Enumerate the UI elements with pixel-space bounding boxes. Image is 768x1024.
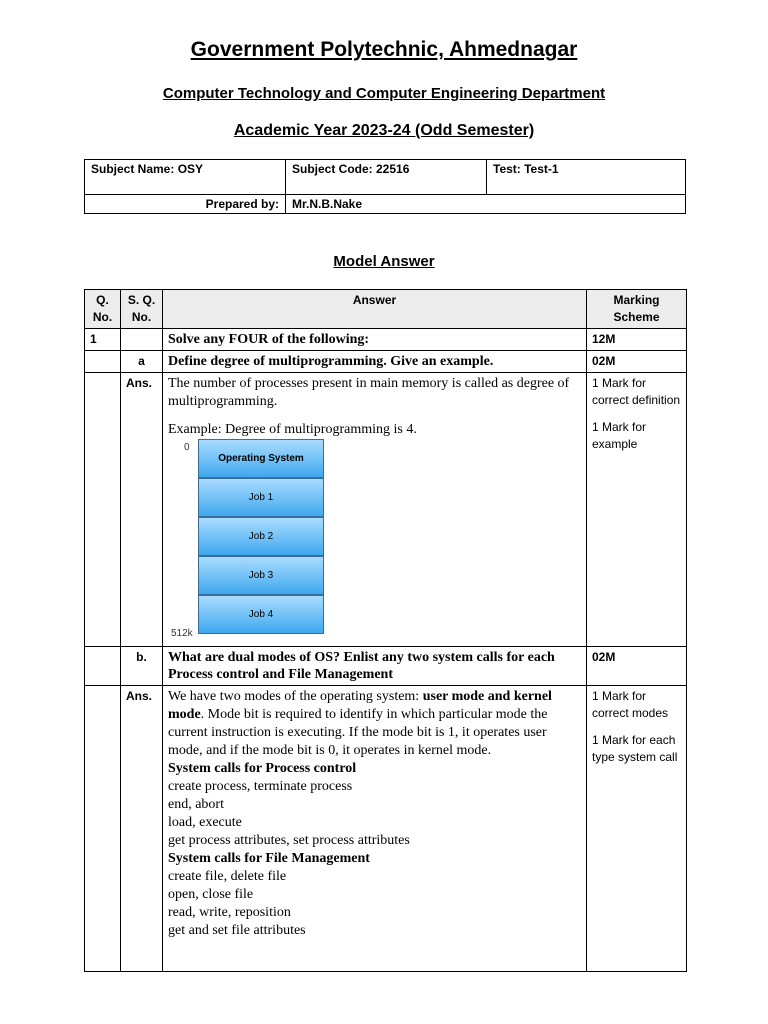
- sub-question-text: Define degree of multiprogramming. Give an example.: [163, 351, 587, 373]
- question-marks: 12M: [587, 329, 687, 351]
- table-header-row: [85, 290, 687, 329]
- table-row: [85, 329, 687, 351]
- header-answer: Answer: [163, 290, 587, 329]
- block-job-4: Job 4: [198, 595, 324, 634]
- answer-example: Example: Degree of multiprogramming is 4.: [168, 422, 417, 437]
- list-item: create process, terminate process: [168, 779, 353, 794]
- list-item: get and set file attributes: [168, 923, 306, 938]
- prepared-by-label: Prepared by:: [85, 195, 286, 214]
- table-row: [85, 647, 687, 686]
- subject-name: Subject Name: OSY: [85, 160, 286, 195]
- dual-mode-explanation: We have two modes of the operating system: user mode and kernel mode. Mode bit is required to identify in which particular mode the current instruction is executing. If the mode bit is 1, it operates user mode, and if the mode bit is 0, it operates in kernel mode.: [168, 689, 552, 758]
- answer-cell: [163, 686, 587, 972]
- question-number: 1: [85, 329, 121, 351]
- sub-question-marks: 02M: [587, 351, 687, 373]
- file-management-heading: System calls for File Management: [168, 851, 370, 866]
- answer-label: Ans.: [121, 686, 163, 972]
- list-item: read, write, reposition: [168, 905, 291, 920]
- sub-question-text: What are dual modes of OS? Enlist any two system calls for each Process control and File Management: [163, 647, 587, 686]
- header-qno: Q. No.: [85, 290, 121, 329]
- prepared-by-value: Mr.N.B.Nake: [286, 195, 686, 214]
- sub-question-number: a: [121, 351, 163, 373]
- model-answer-title: Model Answer: [333, 253, 435, 270]
- question-text: Solve any FOUR of the following:: [163, 329, 587, 351]
- header-sqno: S. Q. No.: [121, 290, 163, 329]
- academic-year-title: Academic Year 2023-24 (Odd Semester): [233, 122, 535, 139]
- marking-scheme-cell: [587, 373, 687, 647]
- block-job-3: Job 3: [198, 556, 324, 595]
- marking-scheme-cell: [587, 686, 687, 972]
- process-control-heading: System calls for Process control: [168, 761, 357, 776]
- marking-modes: 1 Mark for correct modes: [592, 689, 669, 720]
- marking-system-calls: 1 Mark for each type system call: [592, 733, 678, 764]
- list-item: create file, delete file: [168, 869, 287, 884]
- memory-diagram: [168, 439, 338, 639]
- table-row: [85, 686, 687, 972]
- marking-definition: 1 Mark for correct definition: [592, 376, 681, 407]
- sub-question-marks: 02M: [587, 647, 687, 686]
- list-item: load, execute: [168, 815, 242, 830]
- answer-cell: [163, 373, 587, 647]
- model-answer-table: [84, 289, 687, 972]
- block-job-1: Job 1: [198, 478, 324, 517]
- answer-label: Ans.: [121, 373, 163, 647]
- block-job-2: Job 2: [198, 517, 324, 556]
- address-bottom-label: 512k: [171, 628, 193, 639]
- table-row: [85, 373, 687, 647]
- table-row: [85, 351, 687, 373]
- list-item: end, abort: [168, 797, 224, 812]
- list-item: open, close file: [168, 887, 254, 902]
- college-title: Government Polytechnic, Ahmednagar: [190, 38, 578, 61]
- list-item: get process attributes, set process attributes: [168, 833, 410, 848]
- subject-info-table: [84, 159, 686, 214]
- test-name: Test: Test-1: [487, 160, 686, 195]
- address-top-label: 0: [184, 442, 190, 453]
- sub-question-number: b.: [121, 647, 163, 686]
- header-marking: Marking Scheme: [587, 290, 687, 329]
- answer-definition: The number of processes present in main memory is called as degree of multiprogramming.: [168, 376, 570, 409]
- marking-example: 1 Mark for example: [592, 420, 647, 451]
- subject-code: Subject Code: 22516: [286, 160, 487, 195]
- department-title: Computer Technology and Computer Engineering Department: [162, 85, 606, 102]
- block-operating-system: Operating System: [198, 439, 324, 478]
